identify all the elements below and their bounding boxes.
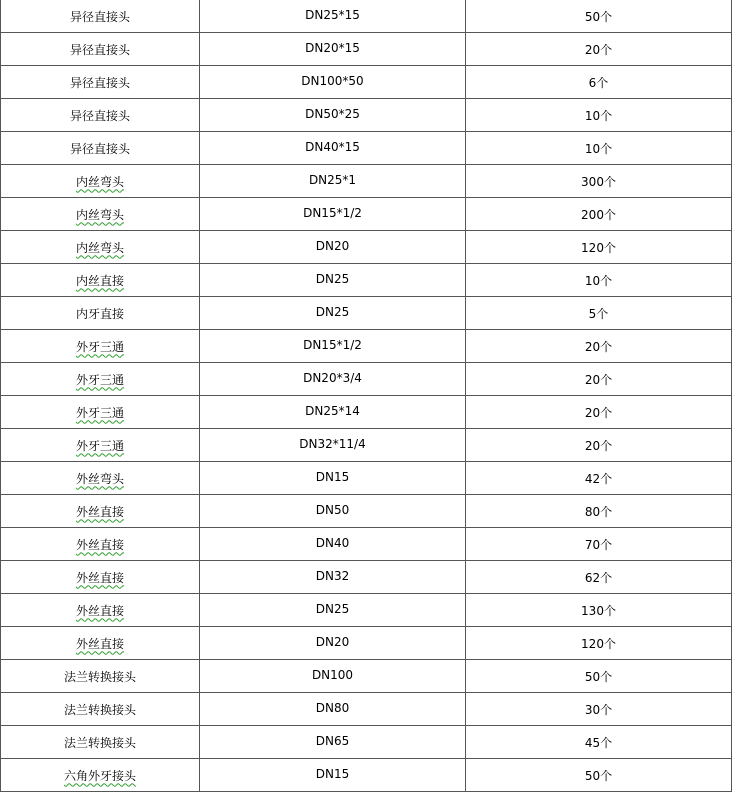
table-row	[1, 462, 732, 495]
table-row	[1, 297, 732, 330]
table-row	[1, 561, 732, 594]
part-name: 内丝直接	[75, 273, 124, 288]
parts-table-body	[1, 0, 732, 792]
cell-quantity: 20个	[466, 396, 732, 429]
table-row	[1, 132, 732, 165]
cell-name	[1, 693, 200, 726]
cell-spec: DN25*14	[200, 396, 466, 429]
cell-name	[1, 627, 200, 660]
cell-quantity: 30个	[466, 693, 732, 726]
cell-quantity: 45个	[466, 726, 732, 759]
table-row	[1, 726, 732, 759]
table-row	[1, 759, 732, 792]
cell-name	[1, 198, 200, 231]
cell-spec: DN40*15	[200, 132, 466, 165]
part-name: 内丝弯头	[75, 240, 124, 255]
cell-quantity: 20个	[466, 429, 732, 462]
table-row	[1, 198, 732, 231]
part-name: 法兰转换接头	[63, 735, 136, 750]
part-name: 外丝直接	[75, 603, 124, 618]
cell-quantity: 6个	[466, 66, 732, 99]
cell-spec: DN15	[200, 462, 466, 495]
cell-spec: DN25	[200, 264, 466, 297]
cell-quantity: 5个	[466, 297, 732, 330]
cell-quantity: 50个	[466, 0, 732, 33]
table-row	[1, 264, 732, 297]
table-row	[1, 66, 732, 99]
cell-quantity: 10个	[466, 264, 732, 297]
cell-quantity: 50个	[466, 660, 732, 693]
table-row	[1, 99, 732, 132]
cell-name	[1, 528, 200, 561]
part-name: 外牙三通	[75, 438, 124, 453]
cell-quantity: 50个	[466, 759, 732, 792]
table-row	[1, 33, 732, 66]
cell-spec: DN15*1/2	[200, 198, 466, 231]
part-name: 外丝直接	[75, 636, 124, 651]
cell-spec: DN20*3/4	[200, 363, 466, 396]
part-name: 六角外牙接头	[63, 768, 136, 783]
cell-spec: DN80	[200, 693, 466, 726]
cell-quantity: 10个	[466, 132, 732, 165]
cell-spec: DN25*15	[200, 0, 466, 33]
cell-quantity: 120个	[466, 627, 732, 660]
cell-name	[1, 99, 200, 132]
cell-spec: DN15	[200, 759, 466, 792]
table-row	[1, 660, 732, 693]
table-row	[1, 363, 732, 396]
cell-quantity: 10个	[466, 99, 732, 132]
table-row	[1, 165, 732, 198]
cell-name	[1, 363, 200, 396]
cell-spec: DN40	[200, 528, 466, 561]
cell-spec: DN20	[200, 231, 466, 264]
part-name: 外丝直接	[75, 504, 124, 519]
cell-spec: DN25	[200, 594, 466, 627]
cell-name	[1, 462, 200, 495]
table-row	[1, 495, 732, 528]
part-name: 内丝弯头	[75, 174, 124, 189]
cell-quantity: 120个	[466, 231, 732, 264]
cell-spec: DN50	[200, 495, 466, 528]
cell-name	[1, 330, 200, 363]
cell-name	[1, 66, 200, 99]
cell-name	[1, 297, 200, 330]
part-name: 内牙直接	[75, 306, 124, 321]
cell-name	[1, 759, 200, 792]
part-name: 法兰转换接头	[63, 669, 136, 684]
part-name: 外丝直接	[75, 570, 124, 585]
cell-spec: DN15*1/2	[200, 330, 466, 363]
part-name: 异径直接头	[69, 9, 130, 24]
part-name: 内丝弯头	[75, 207, 124, 222]
table-row	[1, 330, 732, 363]
cell-spec: DN50*25	[200, 99, 466, 132]
cell-name	[1, 165, 200, 198]
cell-spec: DN32*11/4	[200, 429, 466, 462]
table-row	[1, 627, 732, 660]
cell-spec: DN65	[200, 726, 466, 759]
cell-spec: DN32	[200, 561, 466, 594]
cell-name	[1, 33, 200, 66]
cell-name	[1, 726, 200, 759]
part-name: 外牙三通	[75, 339, 124, 354]
part-name: 外丝弯头	[75, 471, 124, 486]
cell-name	[1, 132, 200, 165]
table-row	[1, 429, 732, 462]
part-name: 法兰转换接头	[63, 702, 136, 717]
cell-spec: DN25*1	[200, 165, 466, 198]
cell-spec: DN25	[200, 297, 466, 330]
cell-quantity: 62个	[466, 561, 732, 594]
table-row	[1, 396, 732, 429]
table-row	[1, 231, 732, 264]
cell-quantity: 130个	[466, 594, 732, 627]
table-row	[1, 528, 732, 561]
table-row	[1, 594, 732, 627]
cell-quantity: 70个	[466, 528, 732, 561]
cell-name	[1, 429, 200, 462]
cell-spec: DN100	[200, 660, 466, 693]
cell-quantity: 42个	[466, 462, 732, 495]
part-name: 外牙三通	[75, 405, 124, 420]
cell-name	[1, 0, 200, 33]
cell-name	[1, 264, 200, 297]
part-name: 异径直接头	[69, 42, 130, 57]
cell-name	[1, 396, 200, 429]
cell-quantity: 80个	[466, 495, 732, 528]
cell-name	[1, 660, 200, 693]
cell-spec: DN100*50	[200, 66, 466, 99]
cell-spec: DN20	[200, 627, 466, 660]
part-name: 外丝直接	[75, 537, 124, 552]
part-name: 异径直接头	[69, 141, 130, 156]
cell-spec: DN20*15	[200, 33, 466, 66]
part-name: 外牙三通	[75, 372, 124, 387]
cell-name	[1, 231, 200, 264]
cell-name	[1, 561, 200, 594]
cell-name	[1, 594, 200, 627]
part-name: 异径直接头	[69, 108, 130, 123]
cell-quantity: 20个	[466, 330, 732, 363]
cell-quantity: 300个	[466, 165, 732, 198]
cell-quantity: 20个	[466, 33, 732, 66]
cell-quantity: 20个	[466, 363, 732, 396]
cell-name	[1, 495, 200, 528]
cell-quantity: 200个	[466, 198, 732, 231]
part-name: 异径直接头	[69, 75, 130, 90]
table-row	[1, 0, 732, 33]
table-row	[1, 693, 732, 726]
